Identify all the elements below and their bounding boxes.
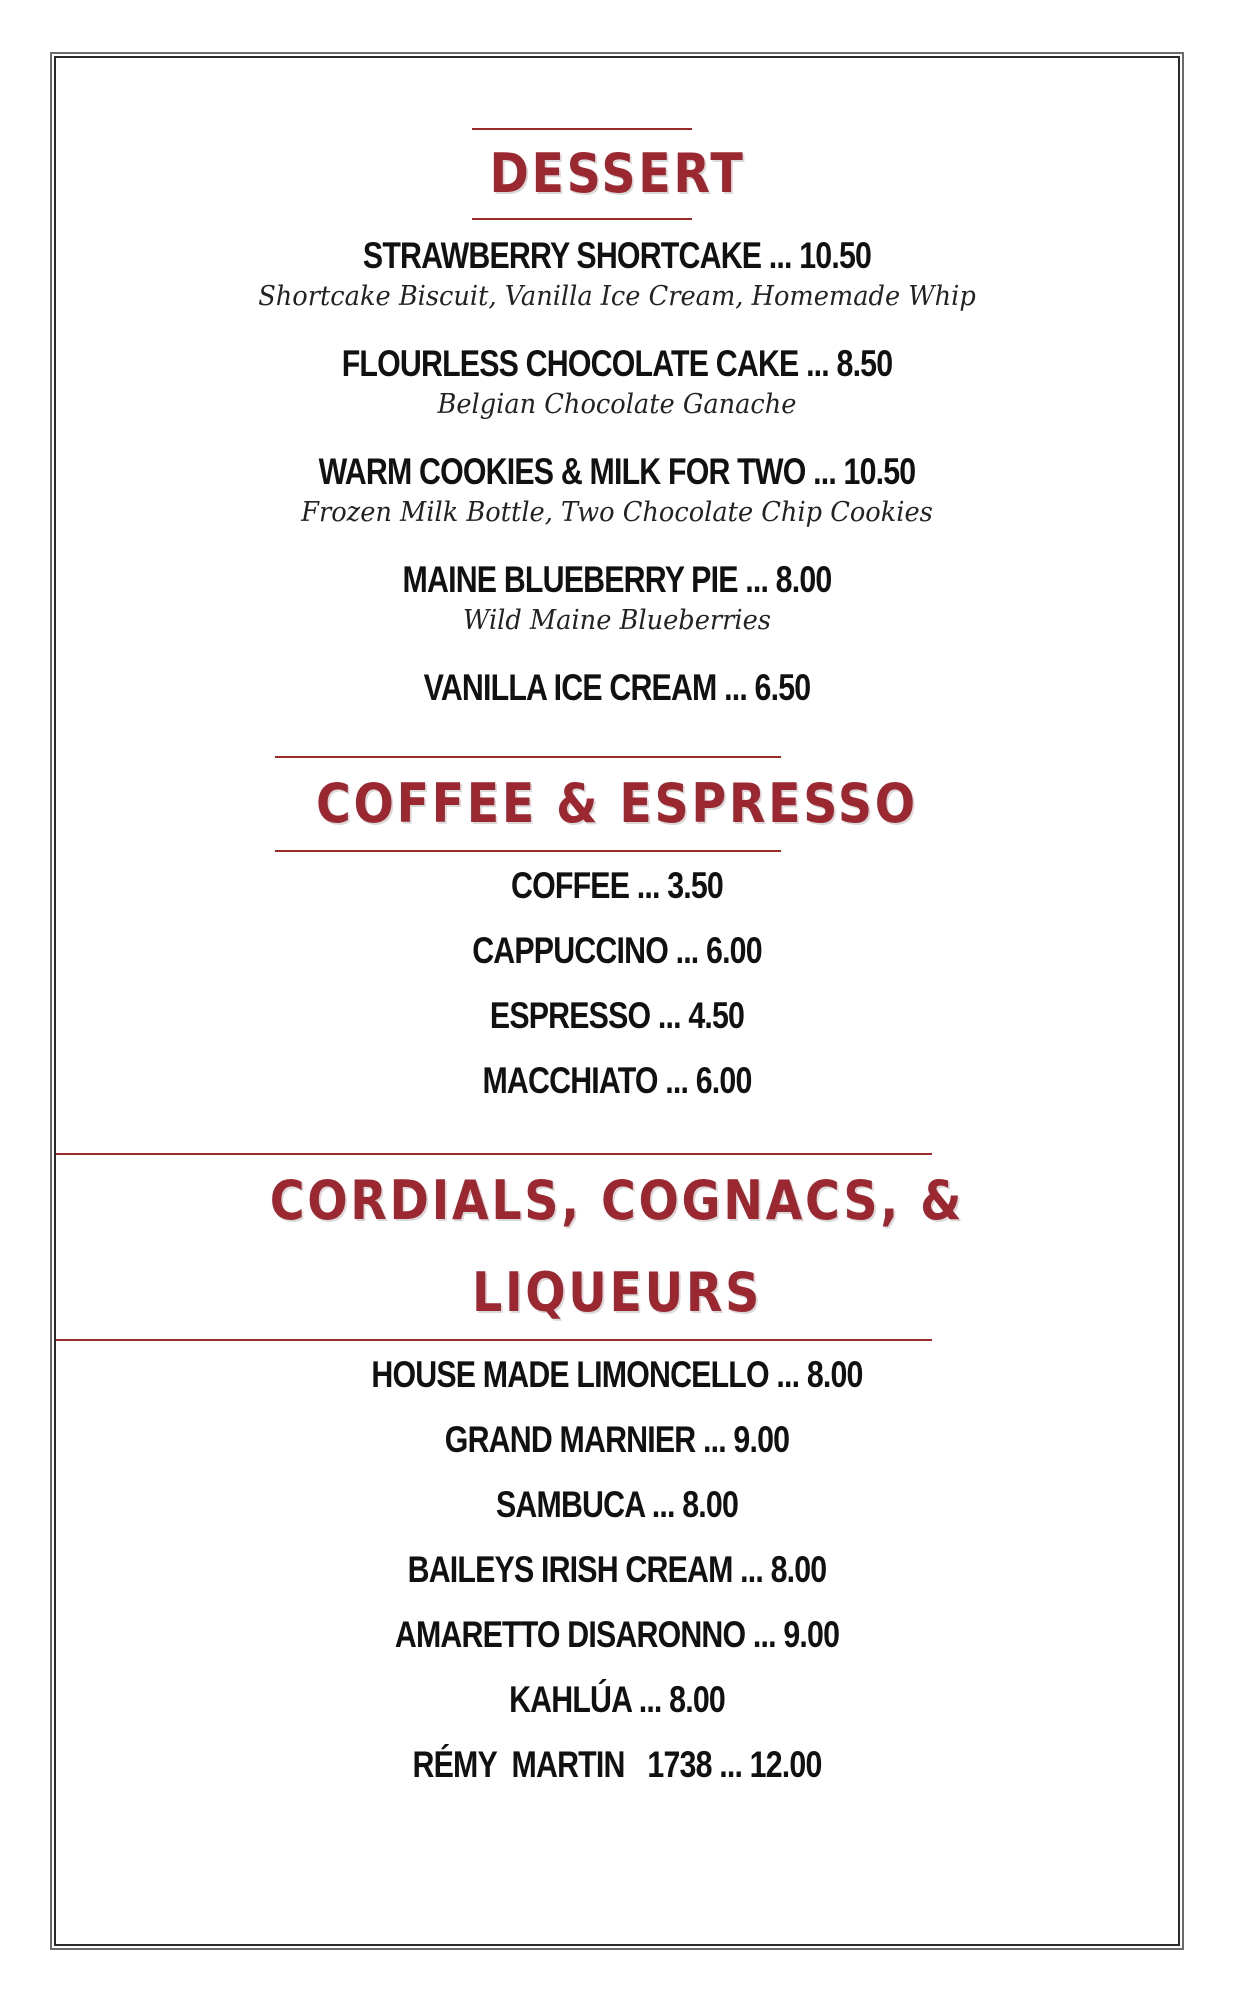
- section-title: DESSERT: [488, 142, 746, 205]
- item-name: WARM COOKIES & MILK FOR TWO ... 10.50: [318, 451, 916, 492]
- menu-item: [56, 342, 1178, 424]
- section-cordials: [56, 1103, 1178, 1787]
- section-coffee-espresso: [56, 710, 1178, 1103]
- menu-item: [56, 666, 1178, 710]
- section-heading-coffee-espresso: [275, 756, 959, 852]
- item-name: MACCHIATO ... 6.00: [482, 1060, 752, 1101]
- section-heading-cordials: [56, 1153, 1178, 1341]
- item-name: FLOURLESS CHOCOLATE CAKE ... 8.50: [341, 343, 893, 384]
- item-name: SAMBUCA ... 8.00: [495, 1484, 739, 1525]
- menu-item: [56, 558, 1178, 640]
- section-heading-dessert: [472, 128, 763, 220]
- section-dessert: [56, 58, 1178, 710]
- menu-item: [56, 1613, 1178, 1657]
- menu-item: [56, 1418, 1178, 1462]
- section-title: CORDIALS, COGNACS, & LIQUEURS: [269, 1169, 965, 1324]
- menu-item: [56, 864, 1178, 908]
- item-description: Wild Maine Blueberries: [463, 605, 771, 636]
- heading-rule-bottom: [472, 218, 692, 220]
- item-description: Belgian Chocolate Ganache: [437, 389, 797, 420]
- item-name: MAINE BLUEBERRY PIE ... 8.00: [402, 559, 832, 600]
- menu-item: [56, 1743, 1178, 1787]
- item-name: RÉMY MARTIN 1738 ... 12.00: [412, 1744, 822, 1785]
- item-description: Shortcake Biscuit, Vanilla Ice Cream, Homemade Whip: [258, 281, 976, 312]
- item-name: ESPRESSO ... 4.50: [489, 995, 745, 1036]
- item-name: AMARETTO DISARONNO ... 9.00: [394, 1614, 840, 1655]
- menu-item: [56, 929, 1178, 973]
- item-name: KAHLÚA ... 8.00: [509, 1679, 725, 1720]
- section-title: COFFEE & ESPRESSO: [316, 772, 918, 835]
- item-name: HOUSE MADE LIMONCELLO ... 8.00: [371, 1354, 863, 1395]
- menu-item: [56, 450, 1178, 532]
- menu-item: [56, 1483, 1178, 1527]
- item-description: Frozen Milk Bottle, Two Chocolate Chip Cookies: [301, 497, 933, 528]
- item-name: VANILLA ICE CREAM ... 6.50: [423, 667, 811, 708]
- item-name: BAILEYS IRISH CREAM ... 8.00: [407, 1549, 827, 1590]
- item-name: STRAWBERRY SHORTCAKE ... 10.50: [362, 235, 872, 276]
- menu-item: [56, 1678, 1178, 1722]
- menu-item: [56, 1059, 1178, 1103]
- item-name: CAPPUCCINO ... 6.00: [472, 930, 762, 971]
- menu-item: [56, 1353, 1178, 1397]
- menu-item: [56, 234, 1178, 316]
- heading-rule-bottom: [275, 850, 781, 852]
- menu-page: [56, 58, 1178, 1787]
- item-name: GRAND MARNIER ... 9.00: [444, 1419, 790, 1460]
- menu-item: [56, 1548, 1178, 1592]
- item-name: COFFEE ... 3.50: [511, 865, 723, 906]
- heading-rule-bottom: [56, 1339, 932, 1341]
- menu-item: [56, 994, 1178, 1038]
